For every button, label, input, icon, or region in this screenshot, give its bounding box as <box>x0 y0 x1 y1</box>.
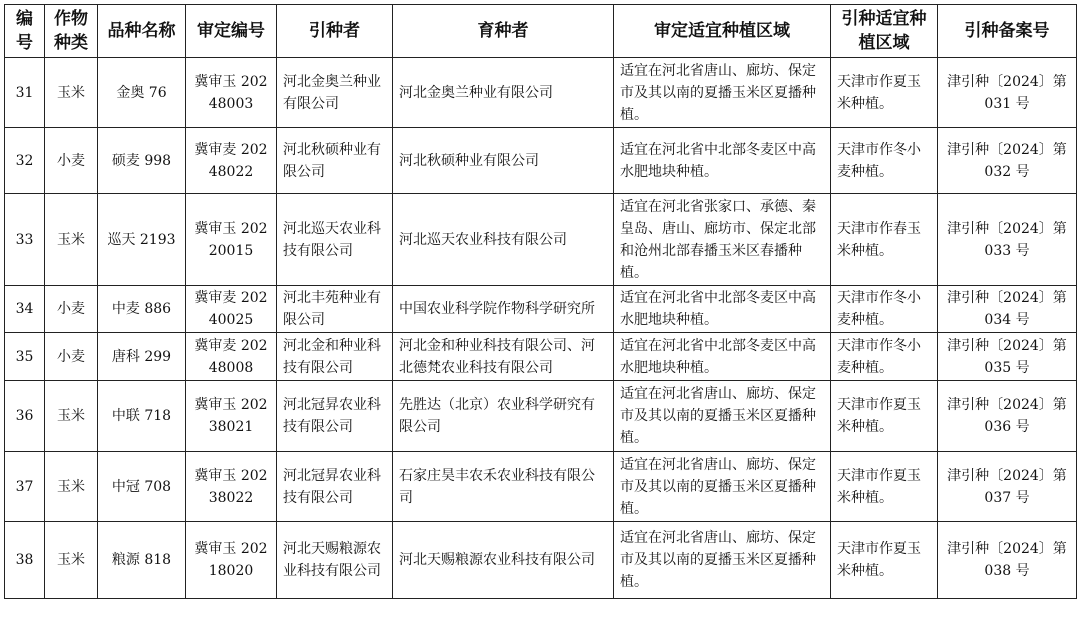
cell-approved-region: 适宜在河北省中北部冬麦区中高水肥地块种植。 <box>614 333 831 381</box>
cell-introducer: 河北冠昇农业科技有限公司 <box>277 452 393 522</box>
cell-breeder: 河北金和种业科技有限公司、河北德梵农业科技有限公司 <box>393 333 614 381</box>
table-row <box>5 58 1077 128</box>
cell-introducer: 河北巡天农业科技有限公司 <box>277 194 393 286</box>
table-header-row <box>5 5 1077 58</box>
cell-variety-name: 巡天 2193 <box>98 194 186 286</box>
cell-number: 37 <box>5 452 45 522</box>
cell-variety-name: 唐科 299 <box>98 333 186 381</box>
cell-approved-region: 适宜在河北省唐山、廊坊、保定市及其以南的夏播玉米区夏播种植。 <box>614 381 831 452</box>
cell-variety-name: 硕麦 998 <box>98 128 186 194</box>
cell-introducer: 河北金和种业科技有限公司 <box>277 333 393 381</box>
header-filing-number: 引种备案号 <box>938 5 1077 58</box>
cell-introducer: 河北天赐粮源农业科技有限公司 <box>277 522 393 599</box>
header-number: 编号 <box>5 5 45 58</box>
cell-crop-type: 小麦 <box>45 128 98 194</box>
cell-filing-number: 津引种〔2024〕第 033 号 <box>938 194 1077 286</box>
cell-introducer: 河北丰苑种业有限公司 <box>277 286 393 333</box>
cell-breeder: 河北天赐粮源农业科技有限公司 <box>393 522 614 599</box>
table-body <box>5 58 1077 599</box>
header-approval-number: 审定编号 <box>186 5 277 58</box>
cell-approval-number: 冀审麦 20240025 <box>186 286 277 333</box>
cell-number: 34 <box>5 286 45 333</box>
variety-registration-table <box>4 4 1077 599</box>
cell-approved-region: 适宜在河北省中北部冬麦区中高水肥地块种植。 <box>614 128 831 194</box>
cell-breeder: 河北秋硕种业有限公司 <box>393 128 614 194</box>
cell-filing-number: 津引种〔2024〕第 038 号 <box>938 522 1077 599</box>
cell-variety-name: 金奥 76 <box>98 58 186 128</box>
cell-crop-type: 小麦 <box>45 333 98 381</box>
table-row <box>5 381 1077 452</box>
cell-introducer: 河北金奥兰种业有限公司 <box>277 58 393 128</box>
cell-variety-name: 中冠 708 <box>98 452 186 522</box>
cell-crop-type: 玉米 <box>45 194 98 286</box>
table-row <box>5 333 1077 381</box>
cell-breeder: 先胜达（北京）农业科学研究有限公司 <box>393 381 614 452</box>
cell-introduced-region: 天津市作夏玉米种植。 <box>831 381 938 452</box>
cell-number: 35 <box>5 333 45 381</box>
cell-breeder: 石家庄昊丰农禾农业科技有限公司 <box>393 452 614 522</box>
cell-introduced-region: 天津市作冬小麦种植。 <box>831 286 938 333</box>
table-row <box>5 128 1077 194</box>
cell-approval-number: 冀审麦 20248022 <box>186 128 277 194</box>
cell-filing-number: 津引种〔2024〕第 034 号 <box>938 286 1077 333</box>
cell-approved-region: 适宜在河北省唐山、廊坊、保定市及其以南的夏播玉米区夏播种植。 <box>614 452 831 522</box>
cell-number: 33 <box>5 194 45 286</box>
table-row <box>5 452 1077 522</box>
cell-variety-name: 粮源 818 <box>98 522 186 599</box>
cell-approval-number: 冀审玉 20238021 <box>186 381 277 452</box>
cell-approved-region: 适宜在河北省唐山、廊坊、保定市及其以南的夏播玉米区夏播种植。 <box>614 522 831 599</box>
cell-approval-number: 冀审玉 20238022 <box>186 452 277 522</box>
cell-filing-number: 津引种〔2024〕第 036 号 <box>938 381 1077 452</box>
cell-approved-region: 适宜在河北省中北部冬麦区中高水肥地块种植。 <box>614 286 831 333</box>
cell-introduced-region: 天津市作夏玉米种植。 <box>831 522 938 599</box>
cell-number: 38 <box>5 522 45 599</box>
table-row <box>5 194 1077 286</box>
cell-approval-number: 冀审玉 20248003 <box>186 58 277 128</box>
cell-breeder: 中国农业科学院作物科学研究所 <box>393 286 614 333</box>
cell-crop-type: 小麦 <box>45 286 98 333</box>
cell-introduced-region: 天津市作冬小麦种植。 <box>831 128 938 194</box>
cell-introducer: 河北冠昇农业科技有限公司 <box>277 381 393 452</box>
cell-number: 36 <box>5 381 45 452</box>
cell-variety-name: 中联 718 <box>98 381 186 452</box>
table-row <box>5 522 1077 599</box>
cell-introducer: 河北秋硕种业有限公司 <box>277 128 393 194</box>
cell-number: 31 <box>5 58 45 128</box>
cell-filing-number: 津引种〔2024〕第 031 号 <box>938 58 1077 128</box>
cell-approved-region: 适宜在河北省唐山、廊坊、保定市及其以南的夏播玉米区夏播种植。 <box>614 58 831 128</box>
cell-crop-type: 玉米 <box>45 58 98 128</box>
cell-crop-type: 玉米 <box>45 381 98 452</box>
cell-crop-type: 玉米 <box>45 522 98 599</box>
cell-approval-number: 冀审玉 20218020 <box>186 522 277 599</box>
cell-introduced-region: 天津市作夏玉米种植。 <box>831 452 938 522</box>
cell-introduced-region: 天津市作春玉米种植。 <box>831 194 938 286</box>
cell-number: 32 <box>5 128 45 194</box>
header-approved-region: 审定适宜种植区域 <box>614 5 831 58</box>
header-breeder: 育种者 <box>393 5 614 58</box>
cell-crop-type: 玉米 <box>45 452 98 522</box>
header-crop-type: 作物种类 <box>45 5 98 58</box>
cell-introduced-region: 天津市作夏玉米种植。 <box>831 58 938 128</box>
cell-variety-name: 中麦 886 <box>98 286 186 333</box>
cell-filing-number: 津引种〔2024〕第 037 号 <box>938 452 1077 522</box>
header-variety-name: 品种名称 <box>98 5 186 58</box>
cell-approval-number: 冀审玉 20220015 <box>186 194 277 286</box>
cell-filing-number: 津引种〔2024〕第 035 号 <box>938 333 1077 381</box>
cell-approval-number: 冀审麦 20248008 <box>186 333 277 381</box>
table-row <box>5 286 1077 333</box>
header-introduced-region: 引种适宜种植区域 <box>831 5 938 58</box>
cell-breeder: 河北巡天农业科技有限公司 <box>393 194 614 286</box>
cell-introduced-region: 天津市作冬小麦种植。 <box>831 333 938 381</box>
cell-breeder: 河北金奥兰种业有限公司 <box>393 58 614 128</box>
cell-filing-number: 津引种〔2024〕第 032 号 <box>938 128 1077 194</box>
header-introducer: 引种者 <box>277 5 393 58</box>
cell-approved-region: 适宜在河北省张家口、承德、秦皇岛、唐山、廊坊市、保定北部和沧州北部春播玉米区春播种植。 <box>614 194 831 286</box>
